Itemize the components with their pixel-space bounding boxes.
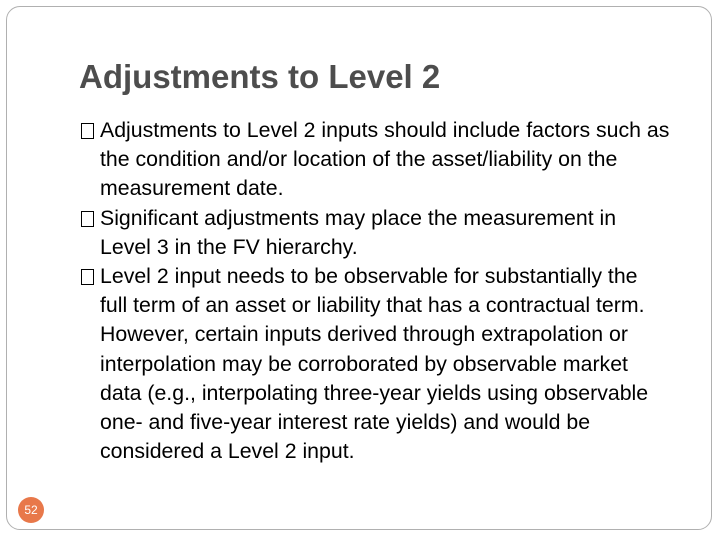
bullet-list <box>100 116 670 466</box>
bullet-text: Significant adjustments may place the measurement in Level 3 in the FV hierarchy. <box>100 205 617 259</box>
bullet-item <box>100 262 670 466</box>
bullet-text: Adjustments to Level 2 inputs should include factors such as the condition and/or location of the asset/liability on the measurement date. <box>100 118 670 201</box>
hollow-square-bullet-icon <box>81 269 94 285</box>
bullet-text: Level 2 input needs to be observable for substantially the full term of an asset or liability that has a contractual term. However, certain inputs derived through extrapolation or interpolation may be corroborated by observable market data (e.g., interpolating three-year yields using observable one- and five-year interest rate yields) and would be considered a Level 2 input. <box>100 264 649 464</box>
bullet-item <box>100 204 670 262</box>
bullet-item <box>100 116 670 204</box>
hollow-square-bullet-icon <box>81 123 94 139</box>
slide-title: Adjustments to Level 2 <box>79 58 441 95</box>
hollow-square-bullet-icon <box>81 211 94 227</box>
page-number-badge: 52 <box>18 497 44 523</box>
